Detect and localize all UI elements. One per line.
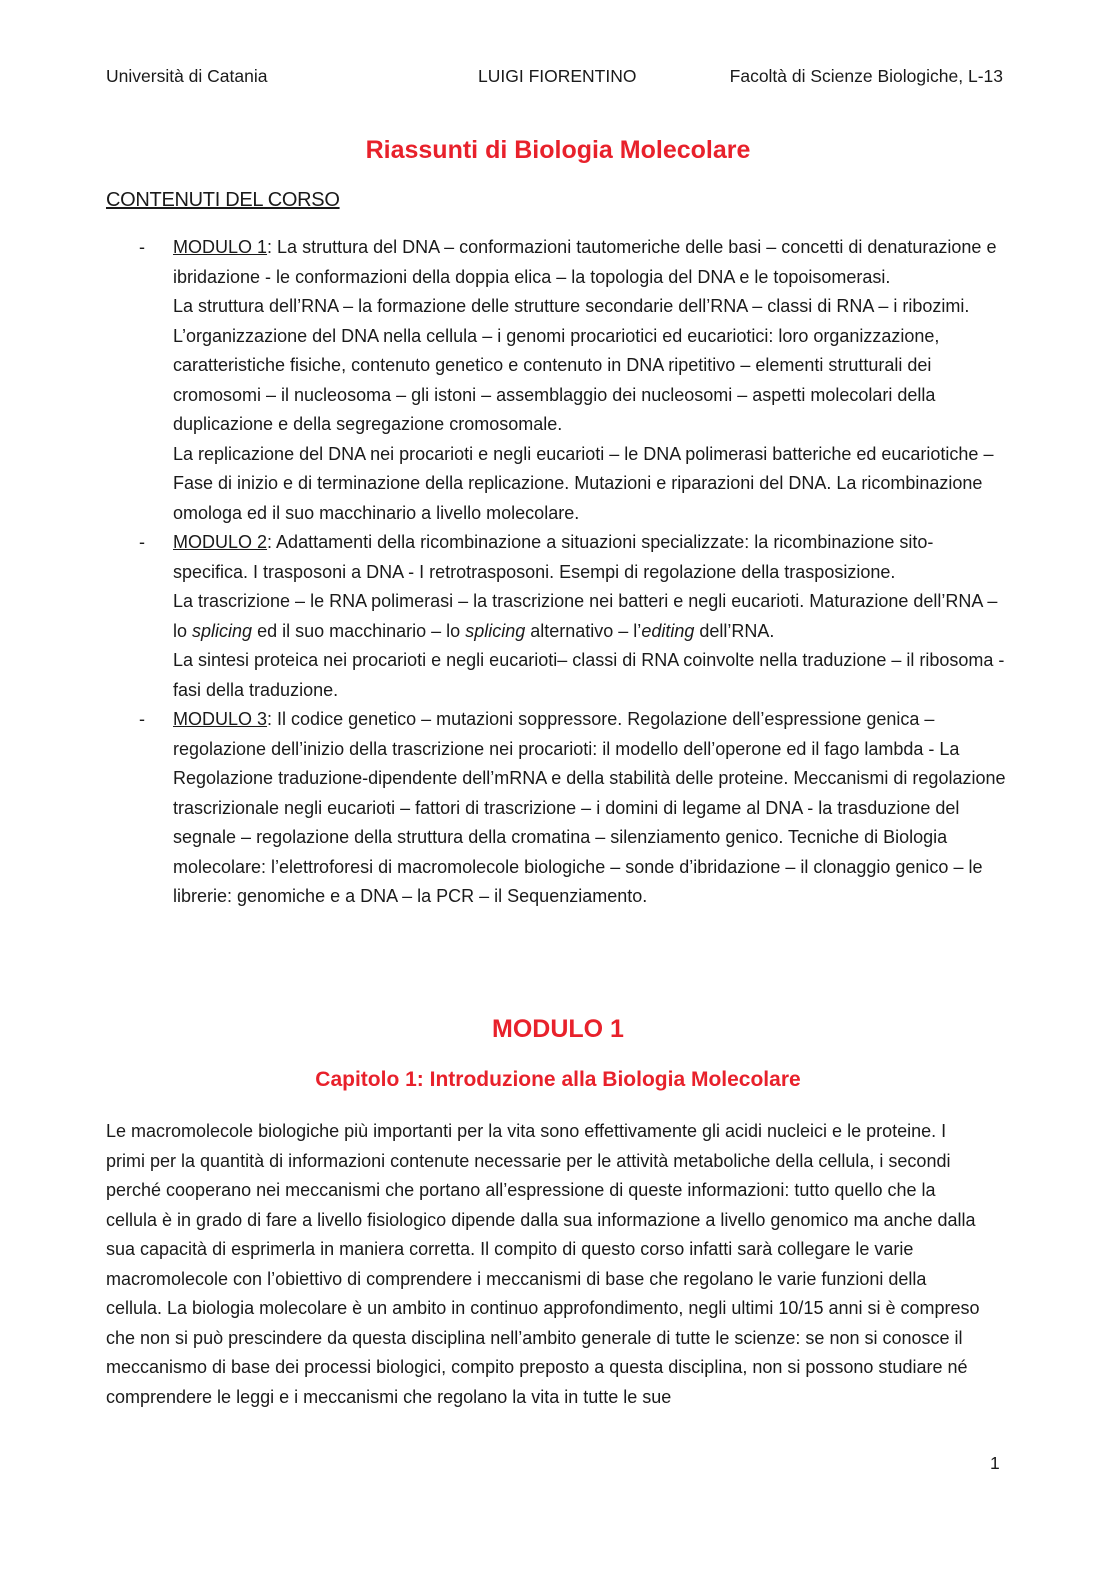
header-author: LUIGI FIORENTINO	[478, 66, 637, 86]
body-paragraph: Le macromolecole biologiche più importanti per la vita sono effettivamente gli acidi nucleici e le proteine. I primi per la quantità di informazioni contenute necessarie per le attività metaboliche della cellula, i secondi perché cooperano nei meccanismi che portano all’espressione di queste informazioni: tutto quello che la cellula è in grado di fare a livello fisiologico dipende dalla sua informazione a livello genomico ma anche dalla sua capacità di esprimerla in maniera corretta. Il compito di questo corso infatti sarà collegare le varie macromolecole con l’obiettivo di comprendere i meccanismi di base che regolano le varie funzioni della cellula. La biologia molecolare è un ambito in continuo approfondimento, negli ultimi 10/15 anni si è compreso che non si può prescindere da questa disciplina nell’ambito generale di tutte le scienze: se non si conosce il meccanismo di base dei processi biologici, compito preposto a questa disciplina, non si possono studiare né comprendere le leggi e i meccanismi che regolano la vita in tutte le sue	[106, 1121, 980, 1407]
module-label: MODULO 1	[173, 237, 268, 257]
module-paragraph: MODULO 2: Adattamenti della ricombinazione a situazioni specializzate: la ricombinazione sito-specifica. I trasposoni a DNA - I retrotrasposoni. Esempi di regolazione della trasposizione.	[173, 532, 934, 582]
module-label: MODULO 3	[173, 709, 268, 729]
header-faculty: Facoltà di Scienze Biologiche, L-13	[729, 66, 1003, 86]
italic-term: splicing	[192, 620, 253, 641]
document-title: Riassunti di Biologia Molecolare	[365, 136, 751, 164]
list-dash: -	[139, 237, 145, 257]
list-dash: -	[139, 709, 145, 729]
contents-heading: CONTENUTI DEL CORSO	[106, 189, 340, 211]
chapter-title: Capitolo 1: Introduzione alla Biologia Molecolare	[315, 1068, 801, 1091]
italic-term: splicing	[465, 620, 526, 641]
module-paragraph: La trascrizione – le RNA polimerasi – la trascrizione nei batteri e negli eucarioti. Maturazione dell’RNA – lo splicing ed il suo macchinario – lo splicing alternativo – l’editing dell’RNA.	[173, 591, 998, 641]
module-paragraph: La struttura dell’RNA – la formazione delle strutture secondarie dell’RNA – classi di RNA – i ribozimi. L’organizzazione del DNA nella cellula – i genomi procariotici ed eucariotici: loro organizzazione, caratteristiche fisiche, contenuto genetico e contenuto in DNA ripetitivo – elementi strutturali dei cromosomi – il nucleosoma – gli istoni – assemblaggio dei nucleosomi – aspetti molecolari della duplicazione e della segregazione cromosomale.	[173, 296, 970, 434]
list-item-modulo-3	[106, 705, 1006, 912]
list-item-modulo-2	[106, 528, 1006, 705]
list-dash: -	[139, 532, 145, 552]
module-label: MODULO 2	[173, 532, 268, 552]
module-paragraph: La sintesi proteica nei procarioti e negli eucarioti– classi di RNA coinvolte nella traduzione – il ribosoma - fasi della traduzione.	[173, 650, 1005, 700]
italic-term: editing	[641, 620, 695, 641]
page-header	[106, 66, 1003, 92]
module-paragraph: MODULO 1: La struttura del DNA – conformazioni tautomeriche delle basi – concetti di denaturazione e ibridazione - le conformazioni della doppia elica – la topologia del DNA e le topoisomerasi.	[173, 237, 997, 287]
module-paragraph: La replicazione del DNA nei procarioti e negli eucarioti – le DNA polimerasi batteriche ed eucariotiche – Fase di inizio e di terminazione della replicazione. Mutazioni e riparazioni del DNA. La ricombinazione omologa ed il suo macchinario a livello molecolare.	[173, 443, 994, 523]
header-university: Università di Catania	[106, 66, 268, 86]
modules-list	[106, 233, 1006, 912]
module-title: MODULO 1	[492, 1015, 624, 1043]
page-number: 1	[990, 1453, 1000, 1473]
list-item-modulo-1	[106, 233, 1006, 528]
module-paragraph: MODULO 3: Il codice genetico – mutazioni soppressore. Regolazione dell’espressione genica – regolazione dell’inizio della trascrizione nei procarioti: il modello dell’operone ed il fago lambda - La Regolazione traduzione-dipendente dell’mRNA e della stabilità delle proteine. Meccanismi di regolazione trascrizionale negli eucarioti – fattori di trascrizione – i domini di legame al DNA - la trasduzione del segnale – regolazione della struttura della cromatina – silenziamento genico. Tecniche di Biologia molecolare: l’elettroforesi di macromolecole biologiche – sonde d’ibridazione – il clonaggio genico – le librerie: genomiche e a DNA – la PCR – il Sequenziamento.	[173, 709, 1006, 906]
